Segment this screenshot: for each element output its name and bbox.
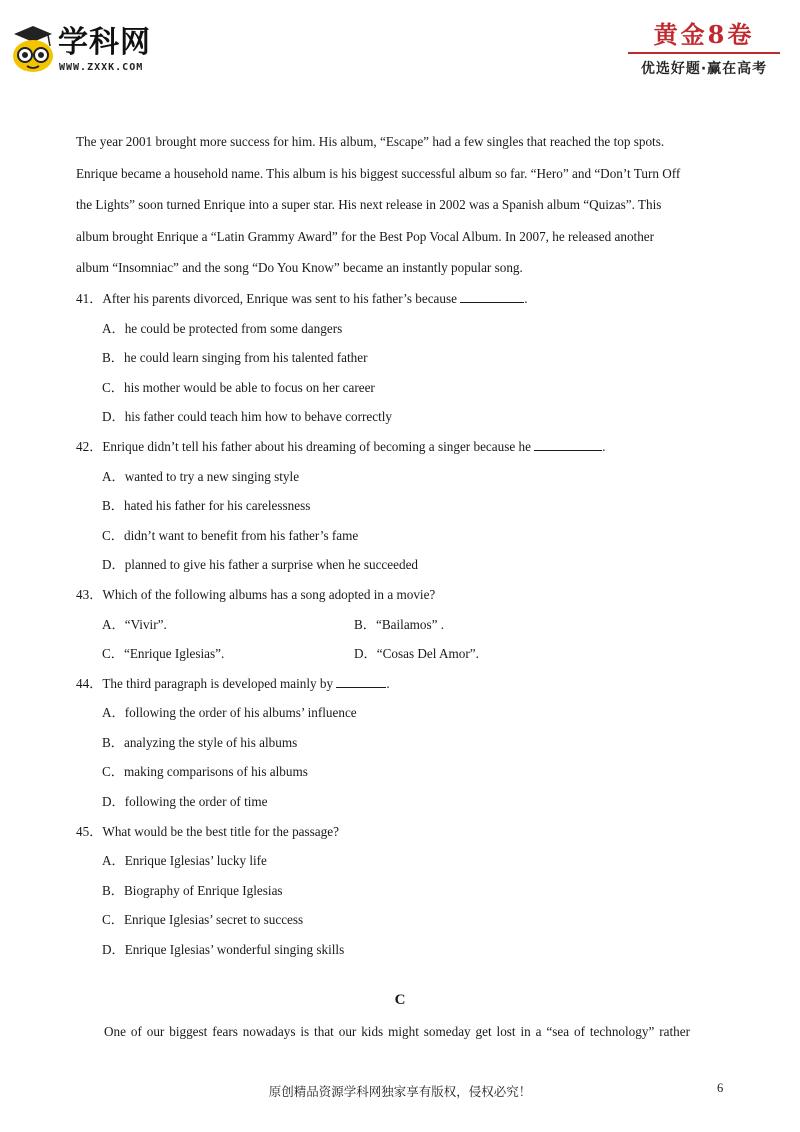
- brand-divider: [628, 52, 780, 54]
- option-44-c: C．making comparisons of his albums: [102, 764, 308, 780]
- question-42: 42．Enrique didn’t tell his father about his dreaming of becoming a singer because he .: [76, 438, 606, 454]
- paragraph-line: Enrique became a household name. This album is his biggest successful album so far. “Hero” and “Don’t Turn Off: [76, 165, 681, 181]
- option-42-d: D．planned to give his father a surprise when he succeeded: [102, 557, 419, 573]
- option-41-b: B．he could learn singing from his talented father: [102, 350, 368, 366]
- question-43: 43．Which of the following albums has a song adopted in a movie?: [76, 586, 436, 602]
- option-45-d: D．Enrique Iglesias’ wonderful singing skills: [102, 942, 345, 958]
- owl-logo-icon: [10, 24, 56, 74]
- option-row: [76, 610, 728, 640]
- page-number: 6: [717, 1081, 724, 1095]
- option-41-c: C．his mother would be able to focus on her career: [102, 379, 375, 395]
- answer-blank: [460, 302, 524, 303]
- option-43-b: B．“Bailamos” .: [354, 616, 445, 632]
- option-42-a: A．wanted to try a new singing style: [102, 468, 300, 484]
- reading-paragraph: [76, 126, 728, 284]
- brand-subtitle: 优选好题·赢在高考: [640, 61, 768, 77]
- brand-badge: [624, 20, 784, 78]
- option-44-a: A．following the order of his albums’ influence: [102, 705, 357, 721]
- page-content: [76, 126, 728, 965]
- option-41-d: D．his father could teach him how to behave correctly: [102, 409, 393, 425]
- question-45: 45．What would be the best title for the passage?: [76, 823, 339, 839]
- option-43-d: D．“Cosas Del Amor”.: [354, 646, 479, 662]
- passage-intro-line: One of our biggest fears nowadays is that our kids might someday get lost in a “sea of technology” rather: [104, 1024, 690, 1039]
- paragraph-line: album “Insomniac” and the song “Do You Know” became an instantly popular song.: [76, 260, 523, 276]
- question-stem: 44．The third paragraph is developed mainly by: [76, 675, 334, 691]
- option-44-b: B．analyzing the style of his albums: [102, 734, 298, 750]
- option-45-a: A．Enrique Iglesias’ lucky life: [102, 853, 267, 869]
- logo-text: 学科网: [58, 25, 151, 60]
- paragraph-line: The year 2001 brought more success for him. His album, “Escape” had a few singles that reached the top spots.: [76, 134, 665, 149]
- section-heading: C: [394, 992, 406, 1008]
- question-stem: 41．After his parents divorced, Enrique was sent to his father’s because: [76, 290, 457, 306]
- copyright-footer: 原创精品资源学科网独家享有版权，侵权必究！: [268, 1084, 532, 1099]
- answer-blank: [534, 450, 602, 451]
- option-45-b: B．Biography of Enrique Iglesias: [102, 882, 283, 898]
- option-44-d: D．following the order of time: [102, 794, 268, 810]
- paragraph-line: album brought Enrique a “Latin Grammy Award” for the Best Pop Vocal Album. In 2007, he released another: [76, 228, 655, 244]
- option-41-a: A．he could be protected from some dangers: [102, 320, 343, 336]
- question-stem: 42．Enrique didn’t tell his father about his dreaming of becoming a singer because he: [76, 438, 531, 454]
- question-41: 41．After his parents divorced, Enrique was sent to his father’s because .: [76, 290, 528, 306]
- paragraph-line: the Lights” soon turned Enrique into a super star. His next release in 2002 was a Spanish album “Quizas”. This: [76, 197, 662, 213]
- option-42-b: B．hated his father for his carelessness: [102, 498, 311, 514]
- brand-title: 黄金8卷: [653, 20, 755, 49]
- answer-blank: [336, 687, 386, 688]
- site-logo: [10, 24, 170, 80]
- option-43-c: C．“Enrique Iglesias”.: [102, 646, 225, 662]
- option-45-c: C．Enrique Iglesias’ secret to success: [102, 912, 304, 928]
- option-43-a: A．“Vivir”.: [102, 616, 167, 632]
- option-row: [76, 639, 728, 669]
- question-44: 44．The third paragraph is developed mainly by .: [76, 675, 390, 691]
- option-42-c: C．didn’t want to benefit from his father’s fame: [102, 527, 359, 543]
- logo-url: WWW.ZXXK.COM: [59, 62, 144, 73]
